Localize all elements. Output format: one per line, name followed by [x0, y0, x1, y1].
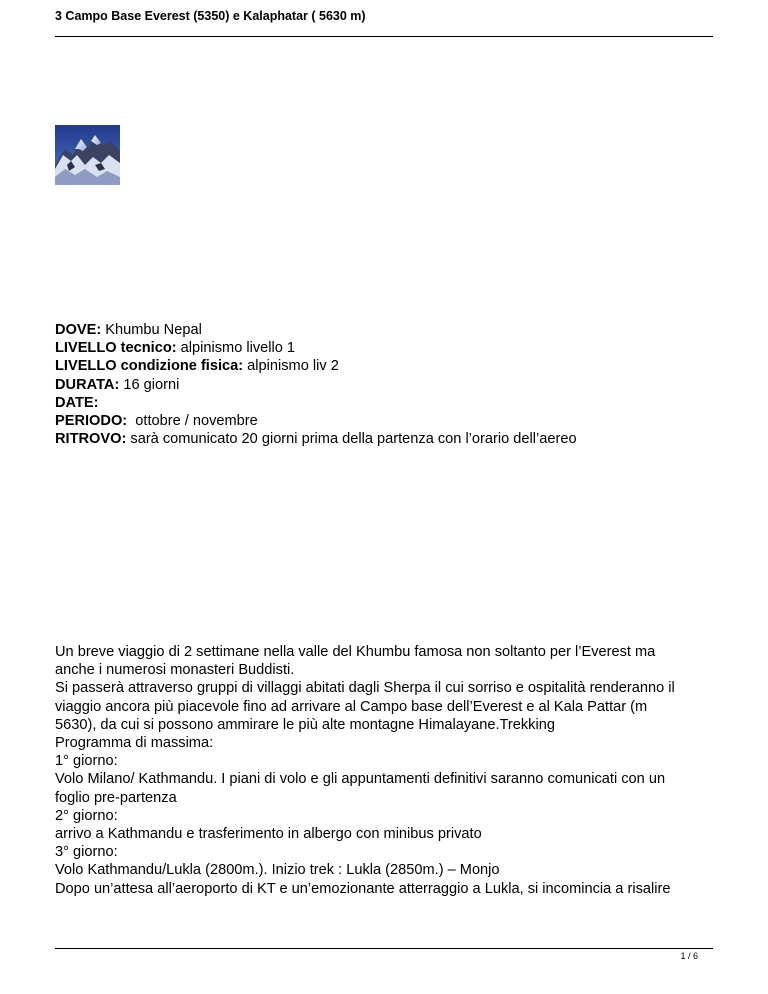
body-line: 2° giorno: — [55, 807, 118, 824]
info-durata: DURATA: 16 giorni — [55, 376, 180, 393]
info-ritrovo: RITROVO: sarà comunicato 20 giorni prima della partenza con l’orario dell’aereo — [55, 431, 577, 448]
body-line: anche i numerosi monasteri Buddisti. — [55, 662, 295, 679]
trip-description — [55, 643, 715, 898]
document-title: 3 Campo Base Everest (5350) e Kalaphatar ( 5630 m) — [55, 9, 366, 23]
info-date: DATE: — [55, 394, 99, 411]
body-line: 3° giorno: — [55, 844, 118, 861]
body-line: 5630), da cui si possono ammirare le più alte montagne Himalayane.Trekking — [55, 716, 555, 733]
body-line: Volo Milano/ Kathmandu. I piani di volo e gli appuntamenti definitivi saranno comunicati con un — [55, 771, 666, 788]
body-line: arrivo a Kathmandu e trasferimento in albergo con minibus privato — [55, 826, 482, 843]
footer-divider — [55, 948, 713, 949]
body-line: Volo Kathmandu/Lukla (2800m.). Inizio trek : Lukla (2850m.) – Monjo — [55, 862, 500, 879]
body-line: foglio pre-partenza — [55, 789, 177, 806]
body-line: Si passerà attraverso gruppi di villaggi abitati dagli Sherpa il cui sorriso e ospitalità renderanno il — [55, 680, 675, 697]
body-line: viaggio ancora più piacevole fino ad arrivare al Campo base dell’Everest e al Kala Pattar (m — [55, 698, 648, 715]
mountain-photo — [55, 125, 120, 185]
page-header — [55, 8, 713, 24]
info-periodo: PERIODO: ottobre / novembre — [55, 413, 258, 430]
trip-info — [55, 321, 715, 448]
info-livello-tecnico: LIVELLO tecnico: alpinismo livello 1 — [55, 340, 296, 357]
header-divider — [55, 36, 713, 37]
body-line: Programma di massima: — [55, 735, 214, 752]
page-number: 1 / 6 — [680, 951, 698, 961]
info-dove: DOVE: Khumbu Nepal — [55, 322, 202, 338]
info-livello-fisico: LIVELLO condizione fisica: alpinismo liv 2 — [55, 358, 339, 375]
body-line: Dopo un’attesa all’aeroporto di KT e un’emozionante atterraggio a Lukla, si incomincia a risalire — [55, 880, 671, 897]
body-line: 1° giorno: — [55, 753, 118, 770]
mountain-photo-icon — [55, 125, 120, 185]
body-line: Un breve viaggio di 2 settimane nella valle del Khumbu famosa non soltanto per l’Everest ma — [55, 644, 656, 660]
